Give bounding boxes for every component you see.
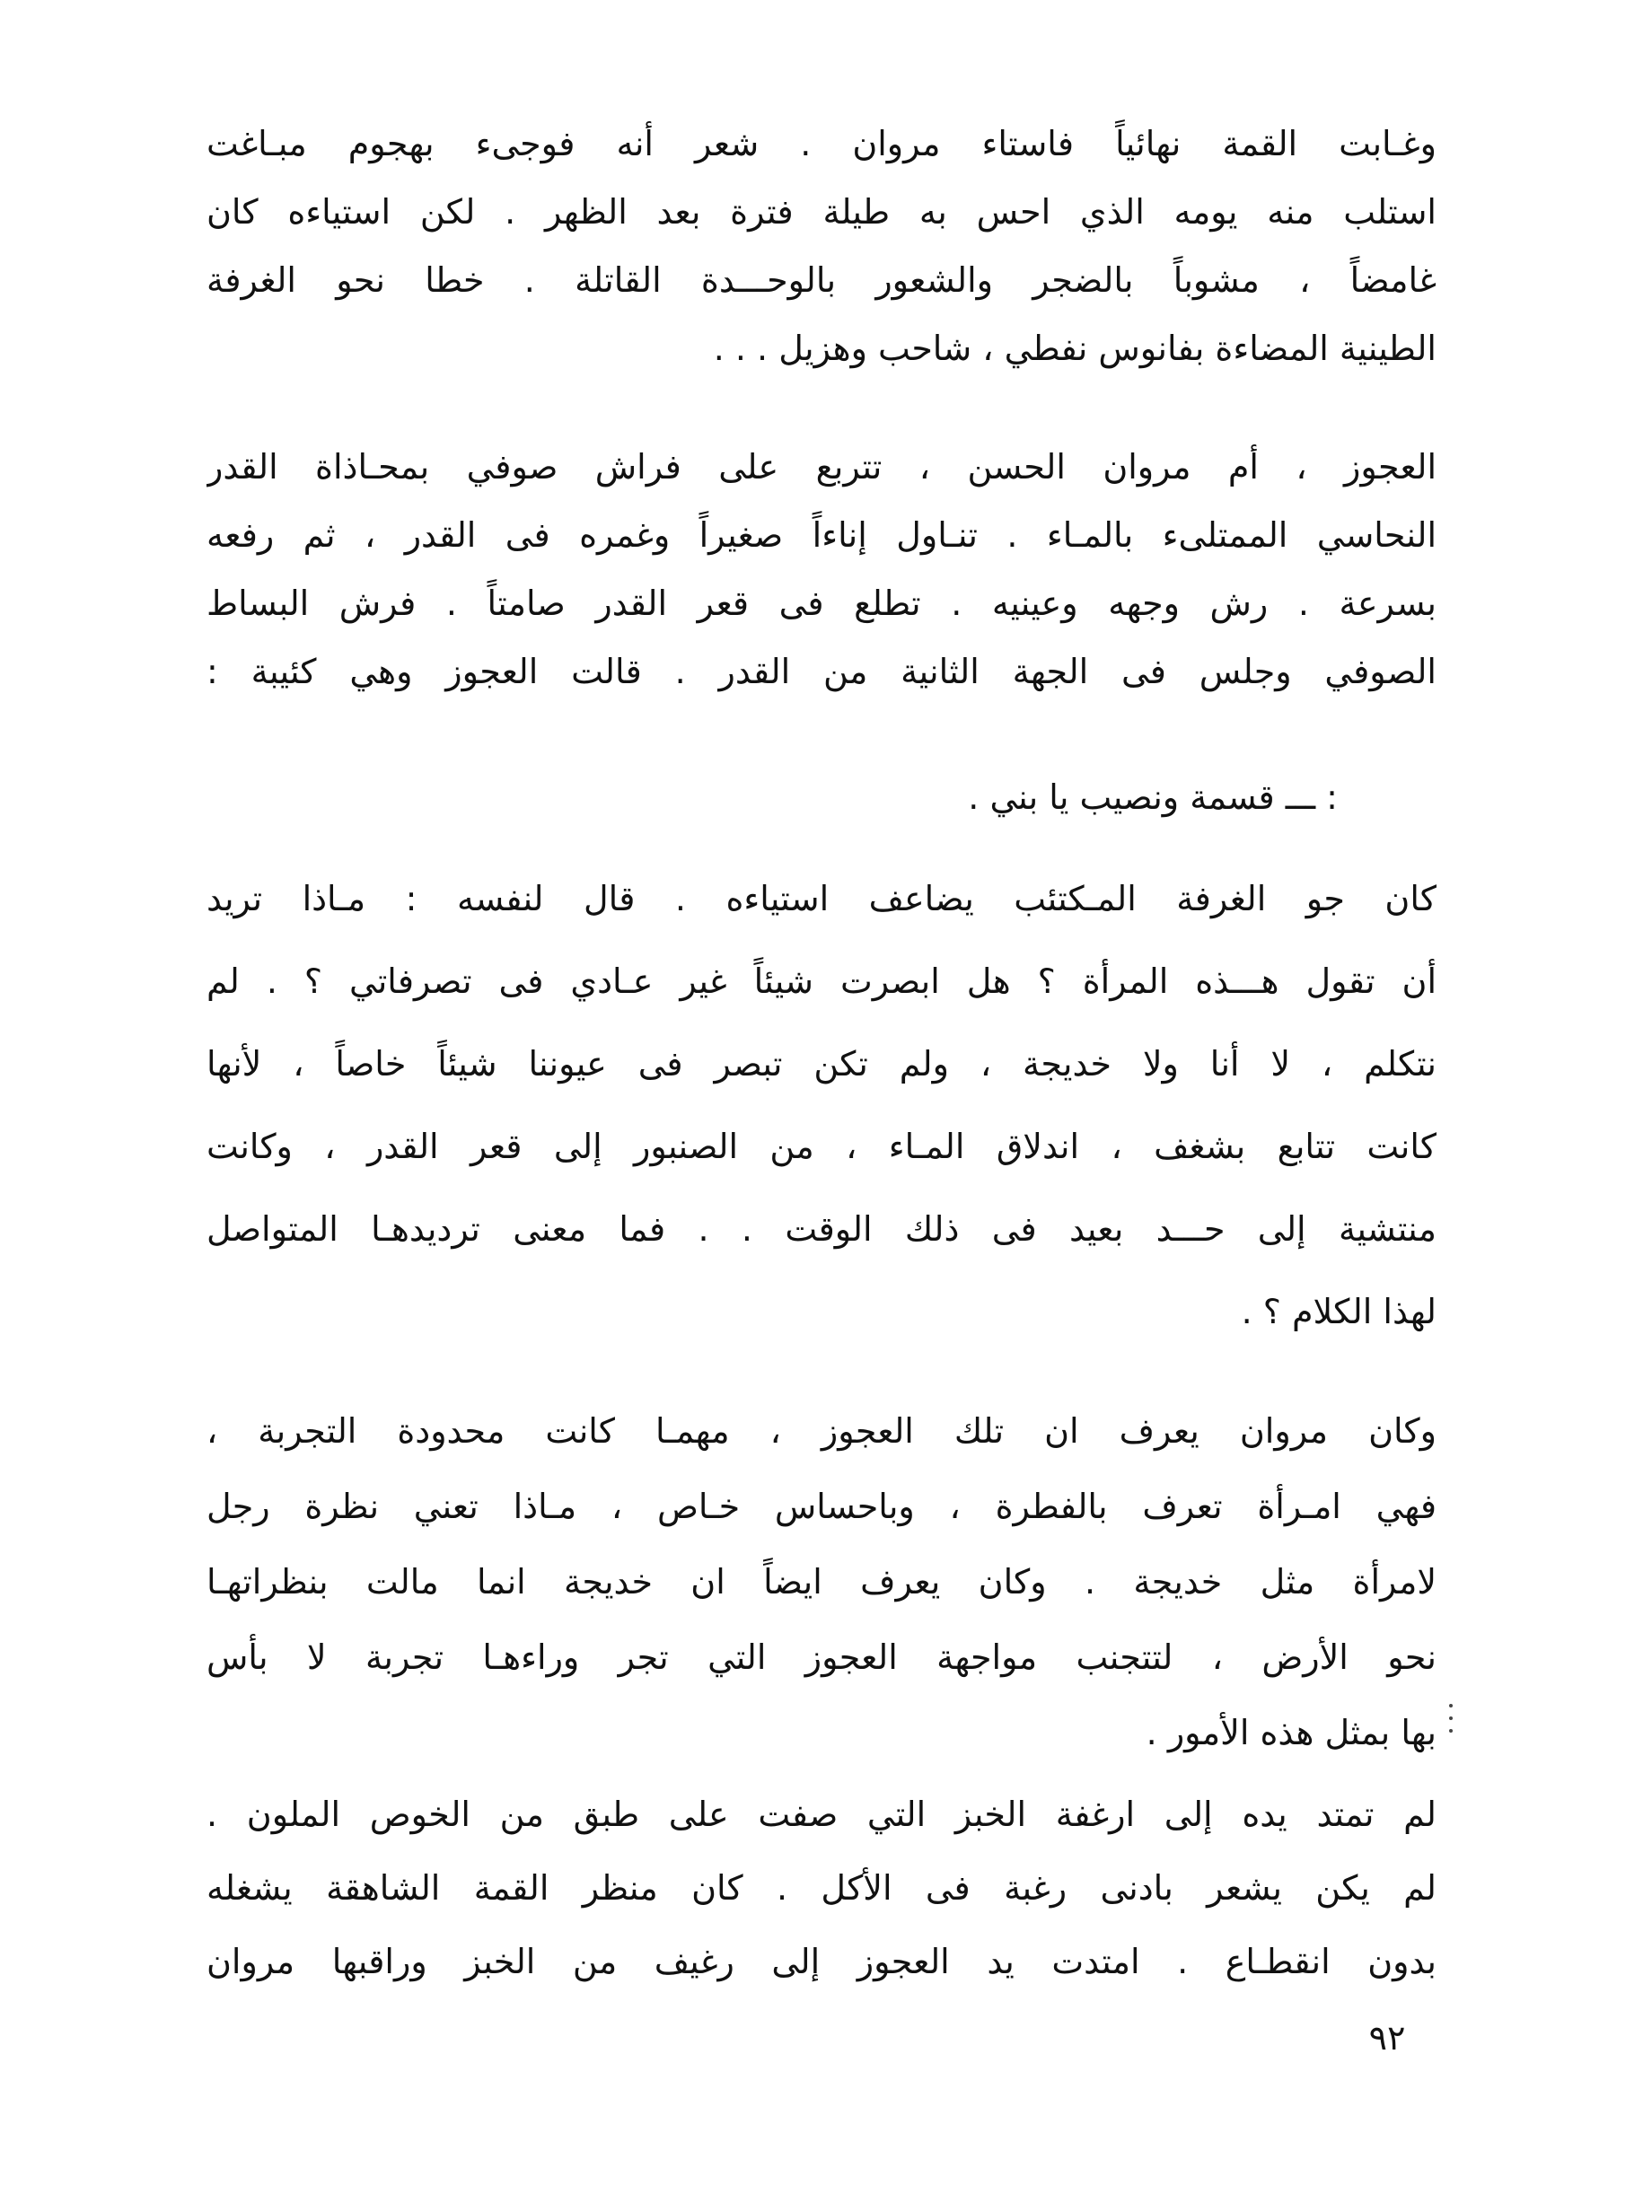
dialogue-line <box>206 763 1437 831</box>
text-line: نتكلم ، لا أنا ولا خديجة ، ولم تكن تبصر فى عيوننا شيئاً خاصاً ، لأنها <box>206 1044 1437 1084</box>
paragraph-5 <box>206 1778 1437 1998</box>
text-line: وكان مروان يعرف ان تلك العجوز ، مهمـا كانت محدودة التجربة ، <box>206 1411 1437 1451</box>
text-line: لامرأة مثل خديجة . وكان يعرف ايضاً ان خديجة انما مالت بنظراتهـا <box>206 1562 1437 1602</box>
page-number: ٩٢ <box>1368 2018 1406 2058</box>
text-line: : ـــ قسمة ونصيب يا بني . <box>968 777 1338 817</box>
margin-mark <box>1447 1704 1454 1758</box>
text-line: العجوز ، أم مروان الحسن ، تتربع على فراش صوفي بمحـاذاة القدر <box>206 447 1437 487</box>
text-line: كان جو الغرفة المـكتئب يضاعف استياءه . قال لنفسه : مـاذا تريد <box>206 879 1437 918</box>
paragraph-1 <box>206 110 1437 382</box>
text-line: غامضاً ، مشوباً بالضجر والشعور بالوحـــدة القاتلة . خطا نحو الغرفة <box>206 260 1437 300</box>
paragraph-3 <box>206 857 1437 1353</box>
text-line: كانت تتابع بشغف ، اندلاق المـاء ، من الصنبور إلى قعر القدر ، وكانت <box>206 1127 1437 1166</box>
text-line: لم تمتد يده إلى ارغفة الخبز التي صفت على طبق من الخوص الملون . <box>206 1795 1437 1834</box>
text-line: الصوفي وجلس فى الجهة الثانية من القدر . قالت العجوز وهي كئيبة : <box>206 652 1437 691</box>
paragraph-4 <box>206 1393 1437 1770</box>
paragraph-2 <box>206 433 1437 706</box>
text-line: نحو الأرض ، لتتجنب مواجهة العجوز التي تجر وراءهـا تجربة لا بأس <box>206 1637 1437 1677</box>
text-line: النحاسي الممتلىء بالمـاء . تنـاول إناءاً صغيراً وغمره فى القدر ، ثم رفعه <box>206 515 1437 555</box>
text-line: لهذا الكلام ؟ . <box>1241 1292 1437 1331</box>
text-line: منتشية إلى حـــد بعيد فى ذلك الوقت . . فما معنى ترديدهـا المتواصل <box>206 1209 1437 1249</box>
text-line: لم يكن يشعر بادنى رغبة فى الأكل . كان منظر القمة الشاهقة يشغله <box>206 1868 1437 1908</box>
text-line: أن تقول هـــذه المرأة ؟ هل ابصرت شيئاً غير عـادي فى تصرفاتي ؟ . لم <box>206 961 1437 1001</box>
text-line: بسرعة . رش وجهه وعينيه . تطلع فى قعر القدر صامتاً . فرش البساط <box>206 584 1437 623</box>
text-line: استلب منه يومه الذي احس به طيلة فترة بعد الظهر . لكن استياءه كان <box>206 192 1437 232</box>
text-line: بدون انقطـاع . امتدت يد العجوز إلى رغيف من الخبز وراقبها مروان <box>206 1942 1437 1981</box>
text-line: فهي امـرأة تعرف بالفطرة ، وباحساس خـاص ، مـاذا تعني نظرة رجل <box>206 1487 1437 1526</box>
text-line: وغـابت القمة نهائياً فاستاء مروان . شعر أنه فوجىء بهجوم مبـاغت <box>206 124 1437 163</box>
text-line: الطينية المضاءة بفانوس نفطي ، شاحب وهزيل . . . <box>713 329 1437 368</box>
text-line: بها بمثل هذه الأمور . <box>1146 1713 1437 1752</box>
